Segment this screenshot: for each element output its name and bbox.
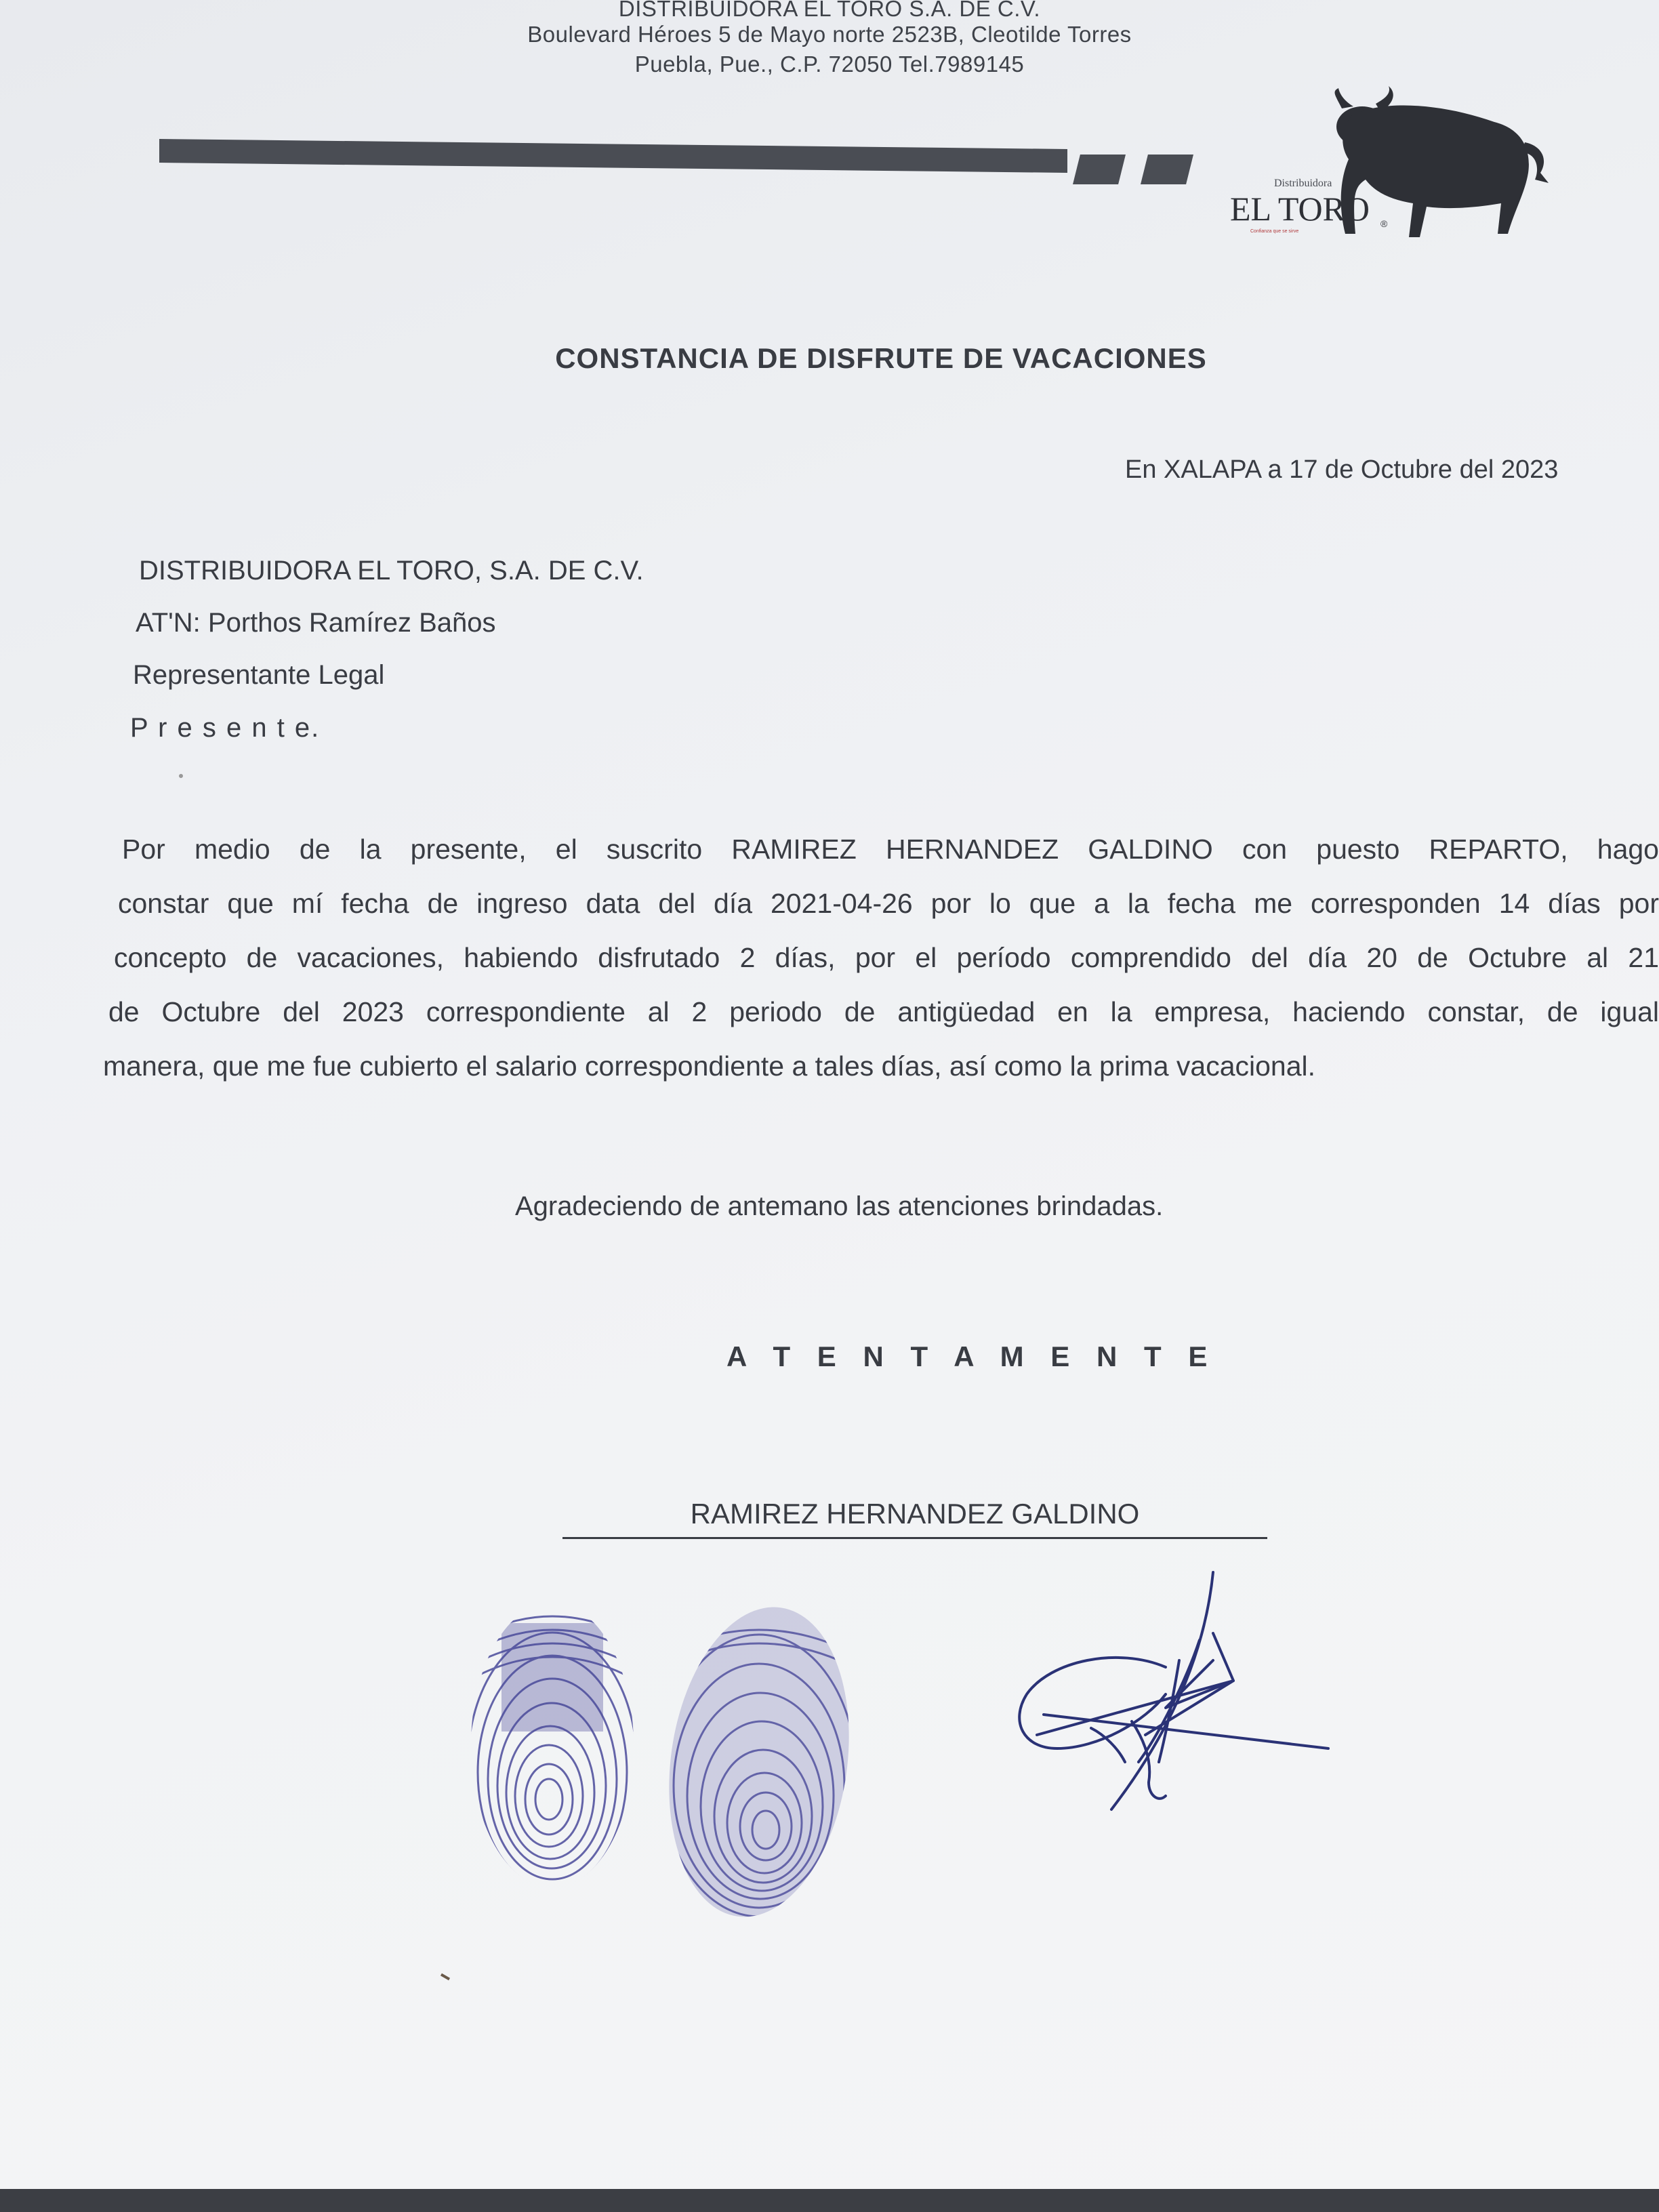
logo-brand: EL TORO xyxy=(1230,190,1370,228)
body-line-1: Por medio de la presente, el suscrito RAMIREZ HERNANDEZ GALDINO con puesto REPARTO, hago xyxy=(122,834,1659,865)
header-decorative-bar xyxy=(159,139,1067,173)
background-surface xyxy=(0,2189,1659,2212)
closing-line: Agradeciendo de antemano las atenciones brindadas. xyxy=(515,1191,1164,1221)
logo-tagline: Confianza que se sirve xyxy=(1250,229,1299,234)
recipient-company: DISTRIBUIDORA EL TORO, S.A. DE C.V. xyxy=(139,556,644,586)
header-address-line2: Puebla, Pue., C.P. 72050 Tel.7989145 xyxy=(634,52,1025,77)
paper-speck xyxy=(178,773,184,779)
bull-logo-icon xyxy=(1223,85,1555,241)
header-bar-segment xyxy=(1073,155,1126,184)
body-line-3: concepto de vacaciones, habiendo disfrutado 2 días, por el período comprendido del día 20 de Octubre al 21 xyxy=(114,942,1659,973)
header-company: DISTRIBUIDORA EL TORO S.A. DE C.V. xyxy=(618,0,1041,21)
fingerprint-right-icon xyxy=(657,1599,861,1925)
fingerprint-left-icon xyxy=(461,1596,644,1894)
header-address-line1: Boulevard Héroes 5 de Mayo norte 2523B, Cleotilde Torres xyxy=(527,22,1132,47)
recipient-attention: AT'N: Porthos Ramírez Baños xyxy=(136,608,496,638)
signer-name: RAMIREZ HERNANDEZ GALDINO xyxy=(690,1498,1140,1530)
header-bar-segment xyxy=(1141,155,1193,184)
place-date: En XALAPA a 17 de Octubre del 2023 xyxy=(1125,455,1559,484)
handwritten-signature xyxy=(1010,1559,1335,1857)
body-line-4: de Octubre del 2023 correspondiente al 2 periodo de antigüedad en la empresa, haciendo constar, de igual xyxy=(108,996,1659,1027)
paper-speck xyxy=(441,1973,450,1980)
body-line-2: constar que mí fecha de ingreso data del día 2021-04-26 por lo que a la fecha me corresponden 14 días por xyxy=(118,888,1659,919)
document-title: CONSTANCIA DE DISFRUTE DE VACACIONES xyxy=(555,342,1207,374)
logo-small-text: Distribuidora xyxy=(1274,178,1332,189)
signature-line xyxy=(562,1537,1267,1539)
recipient-presente: P r e s e n t e. xyxy=(130,713,321,743)
body-line-5: manera, que me fue cubierto el salario correspondiente a tales días, así como la prima vacacional. xyxy=(103,1050,1316,1082)
atentamente: A T E N T A M E N T E xyxy=(726,1340,1217,1372)
logo-registered: ® xyxy=(1380,218,1388,229)
recipient-role: Representante Legal xyxy=(133,660,385,690)
